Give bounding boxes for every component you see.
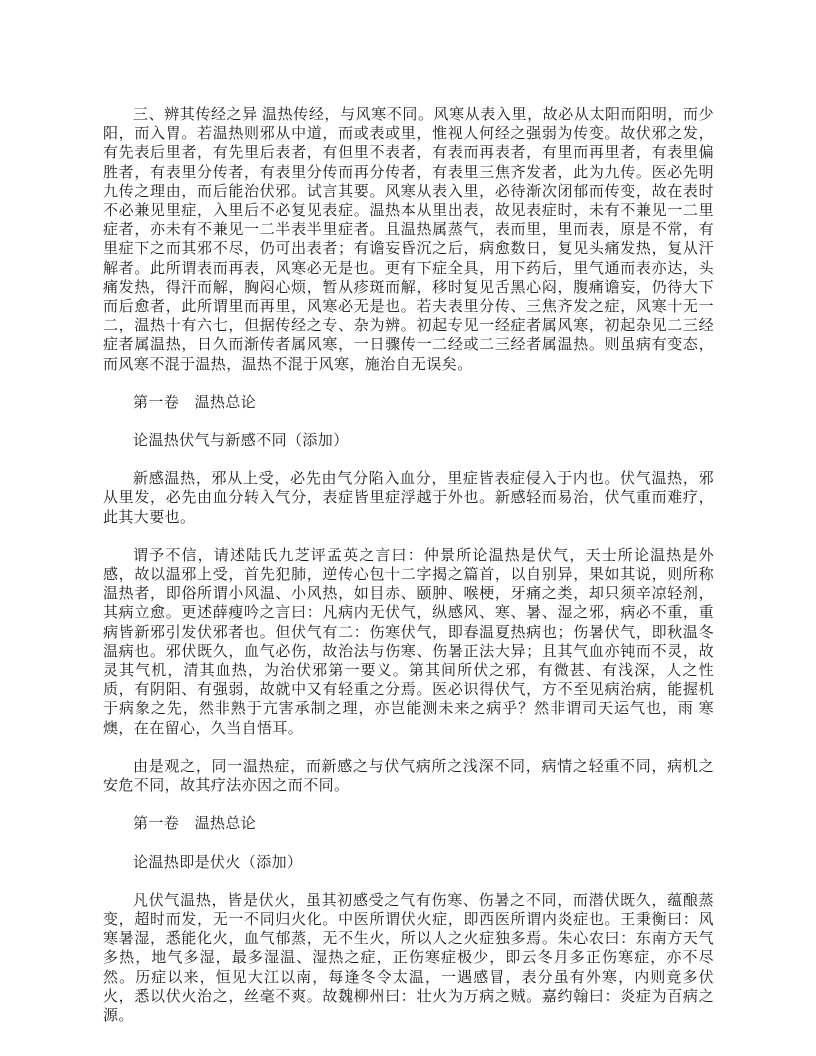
section-heading-juan1-second: 第一卷 温热总论 <box>133 816 257 833</box>
paragraph-youshi-guanzhi: 由是观之，同一温热症，而新感之与伏气病所之浅深不同，病情之轻重不同，病机之安危不同，故其疗法亦因之而不同。 <box>103 758 714 795</box>
paragraph-chuanjing-zhiyi: 三、辨其传经之异 温热传经，与风寒不同。风寒从表入里，故必从太阳而阳明，而少阳，而入胃。若温热则邪从中道，而或表或里，惟视人何经之强弱为传变。故伏邪之发，有先表后里者，有先里后表者，有但里不表者，有表而再表者，有里而再里者，有表里偏胜者，有表里分传者，有表里分传而再分传者，有表里三焦齐发者，此为九传。医必先明九传之理由，而后能治伏邪。试言其要。风寒从表入里，必待渐次闭郁而传变，故在表时不必兼见里症，入里后不必复见表症。温热本从里出表，故见表症时，未有不兼见一二里症者，亦未有不兼见一二半表半里症者。且温热属蒸气，表而里，里而表，原是不常，有里症下之而其邪不尽，仍可出表者；有谵妄昏沉之后，病愈数日，复见头痛发热，复从汗解者。此所谓表而再表，风寒必无是也。更有下症全具，用下药后，里气通而表亦达，头痛发热，得汗而解，胸闷心烦，暂从疹斑而解，移时复见舌黑心闷，腹痛谵妄，仍待大下而后愈者，此所谓里而再里，风寒必无是也。若夫表里分传、三焦齐发之症，风寒十无一二，温热十有六七，但据传经之专、杂为辨。初起专见一经症者属风寒，初起杂见二三经症者属温热，日久而渐传者属风寒，一日骤传一二经或二三经者属温热。则虽病有变态，而风寒不混于温热，温热不混于风寒，施治自无误矣。 <box>103 107 714 373</box>
paragraph-weiyu-buxin: 谓予不信，请述陆氏九芝评孟英之言曰：仲景所论温热是伏气，天士所论温热是外感，故以温邪上受，首先犯肺，逆传心包十二字揭之篇首，以自别异，果如其说，则所称温热者，即俗所谓小风温、小风热，如目赤、颐肿、喉梗，牙痛之类，却只须辛凉轻剂，其病立愈。更述薛瘦吟之言曰：凡病内无伏气，纵感风、寒、暑、湿之邪，病必不重，重病皆新邪引发伏邪者也。但伏气有二：伤寒伏气，即春温夏热病也；伤暑伏气，即秋温冬温病也。邪伏既久，血气必伤，故治法与伤寒、伤暑正法大异；且其气血亦钝而不灵，故灵其气机，清其血热，为治伏邪第一要义。第其间所伏之邪，有微甚、有浅深，人之性质，有阴阳、有强弱，故就中又有轻重之分焉。医必识得伏气，方不至见病治病，能握机于病象之先，然非熟于亢害承制之理，亦岂能测未来之病乎？然非谓司天运气也，雨 寒燠，在在留心，久当自悟耳。 <box>103 547 714 737</box>
subheading-fuqi-xingan: 论温热伏气与新感不同（添加） <box>133 433 349 450</box>
section-heading-juan1-first: 第一卷 温热总论 <box>133 394 257 411</box>
paragraph-fan-fuqi-wenre: 凡伏气温热，皆是伏火，虽其初感受之气有伤寒、伤暑之不同，而潜伏既久，蕴酿蒸变，超时而发，无一不同归火化。中医所谓伏火症，即西医所谓内炎症也。王秉衡曰：风寒暑湿，悉能化火，血气郁蒸，无不生火，所以人之火症独多焉。朱心农曰：东南方天气多热，地气多湿，最多湿温、湿热之症，正伤寒症极少，即云冬月多正伤寒症，亦不尽然。历症以来，恒见大江以南，每逢冬令太温，一遇感冒，表分虽有外寒，内则竟多伏火，悉以伏火治之，丝毫不爽。故魏柳州曰：壮火为万病之贼。嘉约翰曰：炎症为百病之源。 <box>103 892 714 1024</box>
paragraph-xingan-wenre: 新感温热，邪从上受，必先由气分陷入血分，里症皆表症侵入于内也。伏气温热，邪从里发，必先由血分转入气分，表症皆里症浮越于外也。新感轻而易治，伏气重而难疗，此其大要也。 <box>103 471 714 526</box>
subheading-jishi-fuhuo: 论温热即是伏火（添加） <box>133 854 303 871</box>
document-page <box>103 106 714 1045</box>
